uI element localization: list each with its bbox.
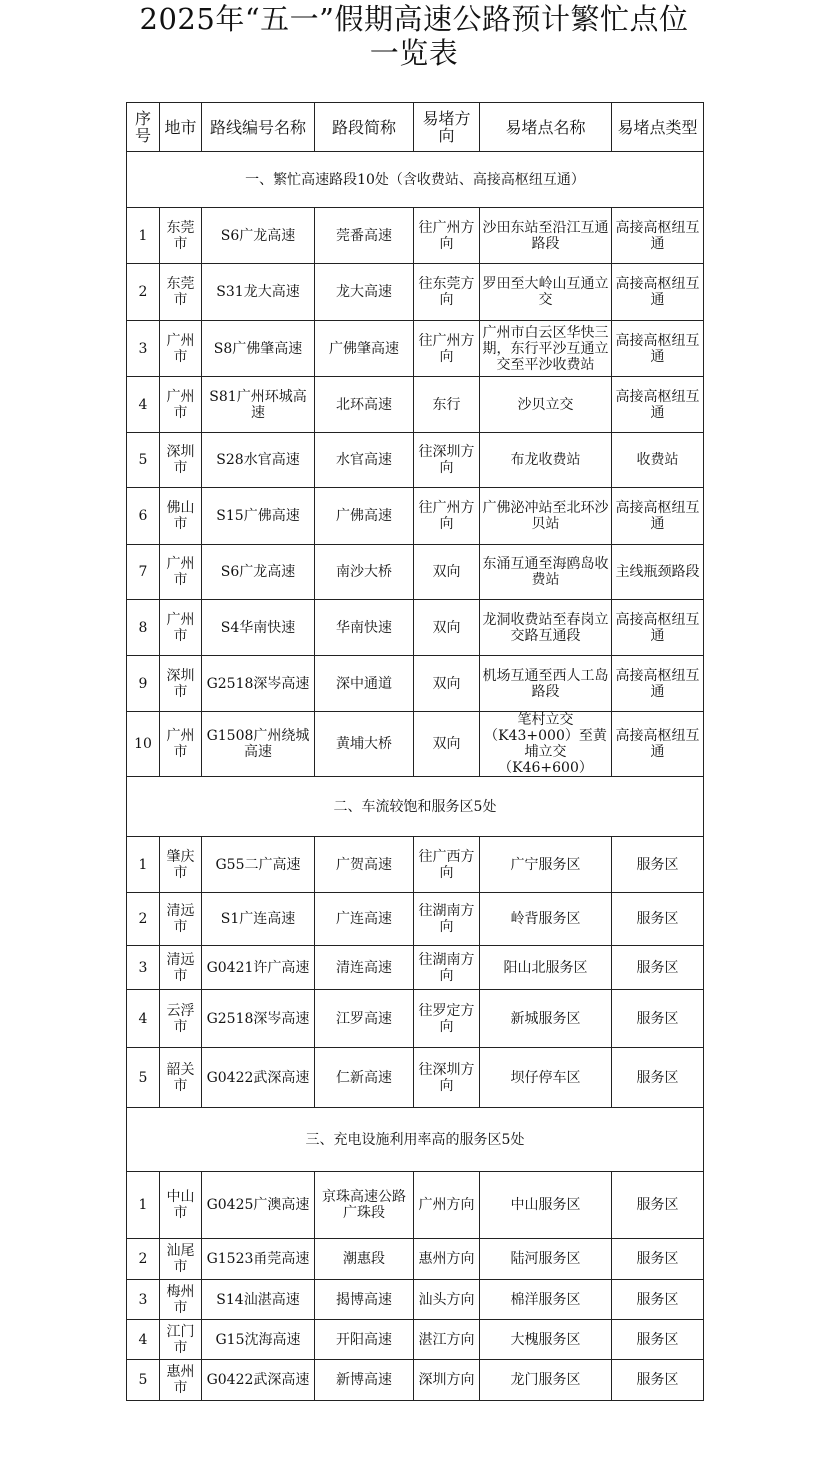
cell-point-type: 服务区 bbox=[612, 946, 704, 990]
cell-city: 韶关市 bbox=[160, 1048, 202, 1108]
cell-direction: 往广州方向 bbox=[414, 321, 480, 377]
table-row bbox=[127, 1172, 704, 1239]
cell-direction: 往湖南方向 bbox=[414, 946, 480, 990]
cell-direction: 往广州方向 bbox=[414, 208, 480, 264]
cell-route: S1广连高速 bbox=[202, 893, 315, 946]
cell-point-name: 岭背服务区 bbox=[480, 893, 612, 946]
cell-point-name: 沙田东站至沿江互通路段 bbox=[480, 208, 612, 264]
cell-point-name: 棉洋服务区 bbox=[480, 1280, 612, 1320]
cell-segment: 广贺高速 bbox=[315, 837, 414, 893]
cell-direction: 惠州方向 bbox=[414, 1239, 480, 1280]
cell-route: S14汕湛高速 bbox=[202, 1280, 315, 1320]
header-index: 序号 bbox=[127, 103, 160, 152]
cell-point-name: 东涌互通至海鸥岛收费站 bbox=[480, 545, 612, 600]
cell-direction: 东行 bbox=[414, 377, 480, 433]
cell-direction: 往东莞方向 bbox=[414, 264, 480, 321]
cell-index: 4 bbox=[127, 1320, 160, 1360]
cell-direction: 广州方向 bbox=[414, 1172, 480, 1239]
title-line-2: 一览表 bbox=[369, 36, 459, 70]
cell-index: 9 bbox=[127, 656, 160, 712]
cell-point-name: 龙洞收费站至春岗立交路互通段 bbox=[480, 600, 612, 656]
table-row bbox=[127, 1360, 704, 1401]
table-row bbox=[127, 264, 704, 321]
cell-city: 广州市 bbox=[160, 377, 202, 433]
cell-index: 1 bbox=[127, 1172, 160, 1239]
cell-segment: 仁新高速 bbox=[315, 1048, 414, 1108]
congestion-table bbox=[126, 102, 704, 1401]
cell-direction: 双向 bbox=[414, 600, 480, 656]
cell-point-type: 服务区 bbox=[612, 1172, 704, 1239]
cell-point-name: 广佛泌冲站至北环沙贝站 bbox=[480, 488, 612, 545]
cell-point-name: 广州市白云区华快三期，东行平沙互通立交至平沙收费站 bbox=[480, 321, 612, 377]
cell-route: G1508广州绕城高速 bbox=[202, 712, 315, 777]
cell-segment: 江罗高速 bbox=[315, 990, 414, 1048]
cell-city: 佛山市 bbox=[160, 488, 202, 545]
cell-point-type: 收费站 bbox=[612, 433, 704, 488]
cell-direction: 往湖南方向 bbox=[414, 893, 480, 946]
cell-route: G0425广澳高速 bbox=[202, 1172, 315, 1239]
cell-city: 云浮市 bbox=[160, 990, 202, 1048]
cell-point-type: 服务区 bbox=[612, 1048, 704, 1108]
cell-segment: 广佛高速 bbox=[315, 488, 414, 545]
cell-city: 深圳市 bbox=[160, 656, 202, 712]
cell-direction: 往深圳方向 bbox=[414, 1048, 480, 1108]
cell-direction: 往深圳方向 bbox=[414, 433, 480, 488]
cell-city: 广州市 bbox=[160, 600, 202, 656]
table-row bbox=[127, 656, 704, 712]
cell-index: 7 bbox=[127, 545, 160, 600]
cell-route: S6广龙高速 bbox=[202, 208, 315, 264]
cell-route: S6广龙高速 bbox=[202, 545, 315, 600]
cell-point-type: 服务区 bbox=[612, 1239, 704, 1280]
table-row bbox=[127, 488, 704, 545]
cell-direction: 汕头方向 bbox=[414, 1280, 480, 1320]
section-header-row bbox=[127, 777, 704, 837]
table-row bbox=[127, 712, 704, 777]
cell-city: 江门市 bbox=[160, 1320, 202, 1360]
cell-city: 惠州市 bbox=[160, 1360, 202, 1401]
table-row bbox=[127, 433, 704, 488]
cell-direction: 双向 bbox=[414, 712, 480, 777]
cell-point-name: 广宁服务区 bbox=[480, 837, 612, 893]
cell-point-name: 坝仔停车区 bbox=[480, 1048, 612, 1108]
cell-point-type: 服务区 bbox=[612, 990, 704, 1048]
section-title: 二、车流较饱和服务区5处 bbox=[127, 777, 704, 837]
cell-segment: 北环高速 bbox=[315, 377, 414, 433]
cell-index: 10 bbox=[127, 712, 160, 777]
cell-segment: 黄埔大桥 bbox=[315, 712, 414, 777]
cell-segment: 水官高速 bbox=[315, 433, 414, 488]
cell-route: S4华南快速 bbox=[202, 600, 315, 656]
table-row bbox=[127, 208, 704, 264]
cell-point-name: 新城服务区 bbox=[480, 990, 612, 1048]
cell-point-name: 大槐服务区 bbox=[480, 1320, 612, 1360]
cell-point-type: 服务区 bbox=[612, 893, 704, 946]
cell-route: S28水官高速 bbox=[202, 433, 315, 488]
table-row bbox=[127, 545, 704, 600]
cell-segment: 潮惠段 bbox=[315, 1239, 414, 1280]
cell-city: 清远市 bbox=[160, 946, 202, 990]
cell-index: 4 bbox=[127, 990, 160, 1048]
table-row bbox=[127, 377, 704, 433]
cell-point-name: 笔村立交（K43+000）至黄埔立交（K46+600） bbox=[480, 712, 612, 777]
cell-route: G0421许广高速 bbox=[202, 946, 315, 990]
cell-point-type: 高接高枢纽互通 bbox=[612, 712, 704, 777]
header-point-name: 易堵点名称 bbox=[480, 103, 612, 152]
cell-index: 3 bbox=[127, 946, 160, 990]
cell-point-type: 服务区 bbox=[612, 1320, 704, 1360]
cell-index: 3 bbox=[127, 321, 160, 377]
table-row bbox=[127, 600, 704, 656]
cell-index: 3 bbox=[127, 1280, 160, 1320]
cell-index: 1 bbox=[127, 208, 160, 264]
cell-segment: 深中通道 bbox=[315, 656, 414, 712]
cell-direction: 双向 bbox=[414, 656, 480, 712]
table-body bbox=[127, 152, 704, 1401]
cell-segment: 华南快速 bbox=[315, 600, 414, 656]
cell-point-name: 陆河服务区 bbox=[480, 1239, 612, 1280]
cell-point-type: 主线瓶颈路段 bbox=[612, 545, 704, 600]
cell-point-type: 服务区 bbox=[612, 837, 704, 893]
cell-point-type: 高接高枢纽互通 bbox=[612, 208, 704, 264]
cell-index: 5 bbox=[127, 1360, 160, 1401]
cell-point-type: 服务区 bbox=[612, 1360, 704, 1401]
table-row bbox=[127, 946, 704, 990]
header-city: 地市 bbox=[160, 103, 202, 152]
table-row bbox=[127, 1239, 704, 1280]
cell-direction: 双向 bbox=[414, 545, 480, 600]
cell-point-name: 阳山北服务区 bbox=[480, 946, 612, 990]
cell-route: G1523甬莞高速 bbox=[202, 1239, 315, 1280]
cell-segment: 开阳高速 bbox=[315, 1320, 414, 1360]
cell-index: 2 bbox=[127, 1239, 160, 1280]
cell-direction: 往广州方向 bbox=[414, 488, 480, 545]
cell-direction: 往广西方向 bbox=[414, 837, 480, 893]
cell-point-type: 高接高枢纽互通 bbox=[612, 377, 704, 433]
cell-city: 东莞市 bbox=[160, 208, 202, 264]
cell-index: 6 bbox=[127, 488, 160, 545]
header-direction: 易堵方向 bbox=[414, 103, 480, 152]
cell-index: 4 bbox=[127, 377, 160, 433]
cell-city: 广州市 bbox=[160, 545, 202, 600]
cell-route: G0422武深高速 bbox=[202, 1360, 315, 1401]
title-line-1: 2025年“五一”假期高速公路预计繁忙点位 bbox=[139, 2, 689, 36]
cell-segment: 京珠高速公路广珠段 bbox=[315, 1172, 414, 1239]
cell-city: 东莞市 bbox=[160, 264, 202, 321]
cell-segment: 揭博高速 bbox=[315, 1280, 414, 1320]
cell-direction: 深圳方向 bbox=[414, 1360, 480, 1401]
cell-index: 5 bbox=[127, 433, 160, 488]
cell-city: 肇庆市 bbox=[160, 837, 202, 893]
header-segment: 路段简称 bbox=[315, 103, 414, 152]
cell-point-type: 高接高枢纽互通 bbox=[612, 264, 704, 321]
section-title: 三、充电设施利用率高的服务区5处 bbox=[127, 1108, 704, 1172]
cell-point-type: 高接高枢纽互通 bbox=[612, 600, 704, 656]
cell-segment: 广连高速 bbox=[315, 893, 414, 946]
header-route: 路线编号名称 bbox=[202, 103, 315, 152]
cell-index: 2 bbox=[127, 264, 160, 321]
cell-segment: 新博高速 bbox=[315, 1360, 414, 1401]
cell-route: G2518深岑高速 bbox=[202, 656, 315, 712]
cell-route: G0422武深高速 bbox=[202, 1048, 315, 1108]
cell-city: 广州市 bbox=[160, 712, 202, 777]
cell-city: 深圳市 bbox=[160, 433, 202, 488]
table-row bbox=[127, 1048, 704, 1108]
cell-point-type: 高接高枢纽互通 bbox=[612, 321, 704, 377]
cell-city: 广州市 bbox=[160, 321, 202, 377]
cell-index: 1 bbox=[127, 837, 160, 893]
cell-point-type: 服务区 bbox=[612, 1280, 704, 1320]
cell-route: S31龙大高速 bbox=[202, 264, 315, 321]
cell-point-name: 布龙收费站 bbox=[480, 433, 612, 488]
table-row bbox=[127, 990, 704, 1048]
table-row bbox=[127, 321, 704, 377]
cell-city: 汕尾市 bbox=[160, 1239, 202, 1280]
cell-route: S15广佛高速 bbox=[202, 488, 315, 545]
section-title: 一、繁忙高速路段10处（含收费站、高接高枢纽互通） bbox=[127, 152, 704, 208]
section-header-row bbox=[127, 152, 704, 208]
table-row bbox=[127, 1320, 704, 1360]
cell-direction: 往罗定方向 bbox=[414, 990, 480, 1048]
cell-index: 8 bbox=[127, 600, 160, 656]
table-row bbox=[127, 893, 704, 946]
cell-segment: 莞番高速 bbox=[315, 208, 414, 264]
cell-index: 2 bbox=[127, 893, 160, 946]
cell-point-name: 龙门服务区 bbox=[480, 1360, 612, 1401]
cell-point-name: 中山服务区 bbox=[480, 1172, 612, 1239]
cell-direction: 湛江方向 bbox=[414, 1320, 480, 1360]
cell-point-name: 机场互通至西人工岛路段 bbox=[480, 656, 612, 712]
cell-route: G55二广高速 bbox=[202, 837, 315, 893]
table-row bbox=[127, 1280, 704, 1320]
cell-segment: 南沙大桥 bbox=[315, 545, 414, 600]
cell-point-type: 高接高枢纽互通 bbox=[612, 656, 704, 712]
table-row bbox=[127, 837, 704, 893]
document-title bbox=[0, 2, 828, 70]
cell-city: 中山市 bbox=[160, 1172, 202, 1239]
cell-route: S81广州环城高速 bbox=[202, 377, 315, 433]
cell-city: 梅州市 bbox=[160, 1280, 202, 1320]
cell-point-name: 沙贝立交 bbox=[480, 377, 612, 433]
cell-point-name: 罗田至大岭山互通立交 bbox=[480, 264, 612, 321]
cell-index: 5 bbox=[127, 1048, 160, 1108]
cell-city: 清远市 bbox=[160, 893, 202, 946]
cell-segment: 龙大高速 bbox=[315, 264, 414, 321]
cell-route: G15沈海高速 bbox=[202, 1320, 315, 1360]
cell-point-type: 高接高枢纽互通 bbox=[612, 488, 704, 545]
cell-route: G2518深岑高速 bbox=[202, 990, 315, 1048]
section-header-row bbox=[127, 1108, 704, 1172]
header-row bbox=[127, 103, 704, 152]
cell-segment: 清连高速 bbox=[315, 946, 414, 990]
header-point-type: 易堵点类型 bbox=[612, 103, 704, 152]
cell-segment: 广佛肇高速 bbox=[315, 321, 414, 377]
cell-route: S8广佛肇高速 bbox=[202, 321, 315, 377]
